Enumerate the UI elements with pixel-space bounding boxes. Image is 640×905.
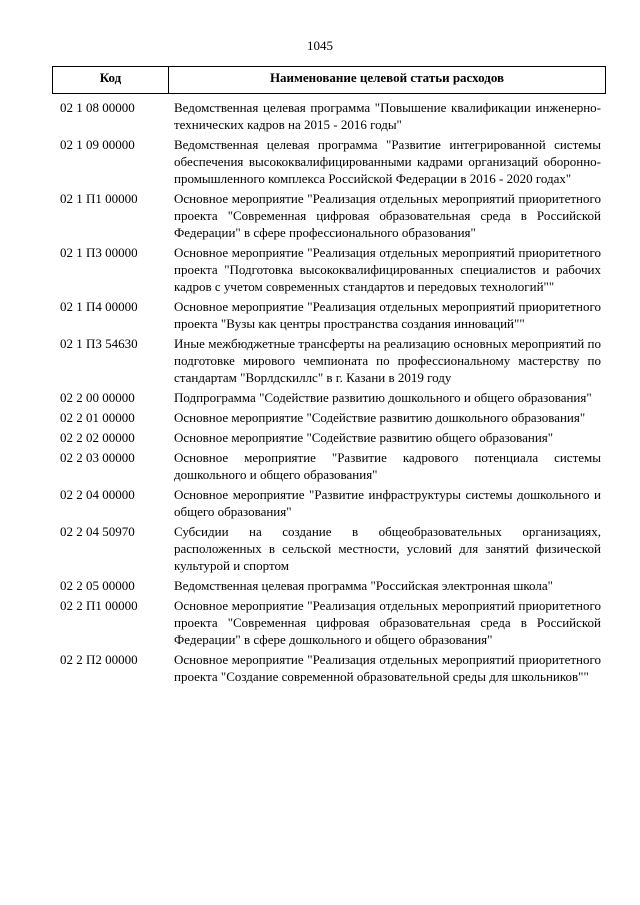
table-row [60,389,601,406]
row-name: Ведомственная целевая программа "Развитие интегрированной системы обеспечения высококвалифицированными кадрами организаций оборонно-промышленного комплекса Российской Федерации в 2016 - 2020 годах" [174,137,601,186]
header-code: Код [53,67,169,93]
table-row [60,190,601,241]
table-row [60,577,601,594]
row-code: 02 1 08 00000 [60,100,135,115]
row-name: Основное мероприятие "Реализация отдельных мероприятий приоритетного проекта "Современная цифровая образовательная среда в Российской Федерации" в сфере профессионального образования" [174,191,601,240]
row-name: Основное мероприятие "Развитие инфраструктуры системы дошкольного и общего образования" [174,487,601,519]
row-code: 02 1 П4 00000 [60,299,138,314]
table-header [52,66,606,94]
table-row [60,523,601,574]
table-row [60,136,601,187]
header-name: Наименование целевой статьи расходов [269,70,505,85]
table-row [60,99,601,133]
table-row [60,244,601,295]
row-code: 02 2 01 00000 [60,410,135,425]
table-row [60,335,601,386]
row-code: 02 2 П1 00000 [60,598,138,613]
page-number: 1045 [307,38,333,53]
row-code: 02 1 09 00000 [60,137,135,152]
row-name: Субсидии на создание в общеобразовательных организациях, расположенных в сельской местности, условий для занятий физической культурой и спортом [174,524,601,573]
row-code: 02 1 П3 54630 [60,336,138,351]
row-name: Основное мероприятие "Реализация отдельных мероприятий приоритетного проекта "Вузы как центры пространства создания инноваций"" [174,299,601,331]
row-code: 02 2 02 00000 [60,430,135,445]
row-name: Иные межбюджетные трансферты на реализацию основных мероприятий по подготовке мирового чемпионата по профессиональному мастерству по стандартам "Ворлдскиллс" в г. Казани в 2019 году [174,336,601,385]
table-row [60,651,601,685]
row-name: Основное мероприятие "Реализация отдельных мероприятий приоритетного проекта "Создание современной образовательной среды для школьников"" [174,652,601,684]
table-body [60,99,601,688]
row-code: 02 2 04 00000 [60,487,135,502]
table-row [60,449,601,483]
row-code: 02 2 05 00000 [60,578,135,593]
table-row [60,486,601,520]
row-name: Основное мероприятие "Содействие развитию общего образования" [174,430,554,445]
row-code: 02 2 04 50970 [60,524,135,539]
row-name: Основное мероприятие "Содействие развитию дошкольного образования" [174,410,586,425]
row-code: 02 2 03 00000 [60,450,135,465]
row-name: Основное мероприятие "Развитие кадрового потенциала системы дошкольного и общего образования" [174,450,601,482]
row-name: Основное мероприятие "Реализация отдельных мероприятий приоритетного проекта "Современная цифровая образовательная среда в Российской Федерации" в сфере дошкольного и общего образования" [174,598,601,647]
row-code: 02 1 П1 00000 [60,191,138,206]
row-name: Основное мероприятие "Реализация отдельных мероприятий приоритетного проекта "Подготовка высококвалифицированных специалистов и рабочих кадров с учетом современных стандартов и передовых технологий"" [174,245,601,294]
table-row [60,429,601,446]
row-code: 02 2 00 00000 [60,390,135,405]
row-name: Ведомственная целевая программа "Российская электронная школа" [174,578,553,593]
row-code: 02 1 П3 00000 [60,245,138,260]
table-row [60,597,601,648]
row-name: Ведомственная целевая программа "Повышение квалификации инженерно-технических кадров на 2015 - 2016 годы" [174,100,601,132]
row-name: Подпрограмма "Содействие развитию дошкольного и общего образования" [174,390,592,405]
table-row [60,409,601,426]
table-row [60,298,601,332]
row-code: 02 2 П2 00000 [60,652,138,667]
